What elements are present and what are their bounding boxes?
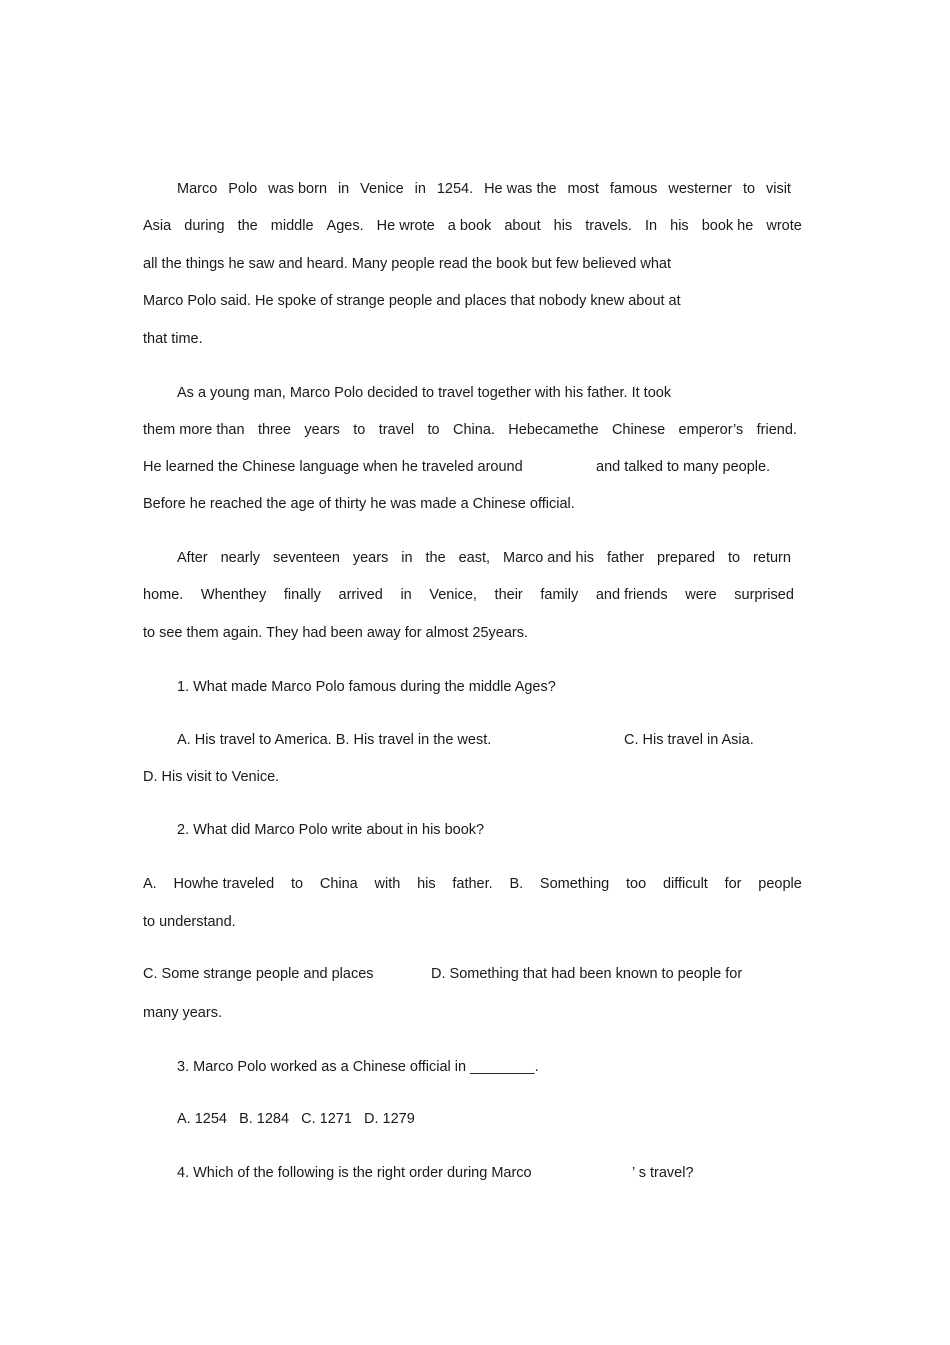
- word: to: [728, 550, 741, 566]
- p1-line3: all the things he saw and heard. Many people read the book but few believed what: [143, 256, 671, 272]
- word: China.: [453, 422, 495, 438]
- word: Chinese: [611, 422, 666, 438]
- word: return: [753, 550, 791, 566]
- word: people: [758, 876, 802, 892]
- word: his: [670, 218, 689, 234]
- word: them more than: [143, 422, 245, 438]
- word: Polo: [228, 181, 258, 197]
- word: Hebecamethe: [508, 422, 599, 438]
- word: his: [553, 218, 573, 234]
- word: his: [417, 876, 436, 892]
- p1-line1: [177, 180, 791, 198]
- word: emperor’s: [678, 422, 744, 438]
- word: east,: [458, 550, 491, 566]
- word: to: [353, 422, 366, 438]
- word: years: [352, 550, 389, 566]
- word: father.: [452, 876, 493, 892]
- q1-option-c: C. His travel in Asia.: [624, 732, 754, 748]
- word: westerner: [668, 181, 733, 197]
- word: family: [540, 587, 579, 603]
- word: years: [304, 422, 340, 438]
- word: and friends: [595, 587, 668, 603]
- q3-stem: 3. Marco Polo worked as a Chinese official in ________.: [177, 1059, 539, 1075]
- word: were: [685, 587, 717, 603]
- word: a book: [447, 218, 492, 234]
- word: Venice,: [429, 587, 477, 603]
- word: in: [337, 181, 350, 197]
- word: in: [401, 550, 413, 566]
- q4-stem-b: ’ s travel?: [632, 1165, 694, 1181]
- word: 1254.: [436, 181, 474, 197]
- p1-line4: Marco Polo said. He spoke of strange people and places that nobody knew about at: [143, 293, 681, 309]
- word: Venice: [360, 181, 404, 197]
- p3-line2: [143, 586, 794, 604]
- word: in: [400, 587, 412, 603]
- p3-line1: [177, 549, 791, 567]
- word: finally: [283, 587, 321, 603]
- p1-line5: that time.: [143, 331, 203, 347]
- word: their: [494, 587, 523, 603]
- word: visit: [765, 181, 791, 197]
- q1-options-ab: A. His travel to America. B. His travel in the west.: [177, 732, 492, 748]
- word: too: [626, 876, 647, 892]
- q3-options: A. 1254 B. 1284 C. 1271 D. 1279: [177, 1111, 415, 1127]
- word: home.: [143, 587, 184, 603]
- word: most: [567, 181, 599, 197]
- word: B.: [509, 876, 524, 892]
- q1-stem: 1. What made Marco Polo famous during the middle Ages?: [177, 679, 556, 695]
- word: surprised: [734, 587, 794, 603]
- word: for: [724, 876, 742, 892]
- word: nearly: [220, 550, 261, 566]
- word: In: [645, 218, 658, 234]
- word: in: [414, 181, 426, 197]
- p2-line1: As a young man, Marco Polo decided to travel together with his father. It took: [177, 385, 672, 401]
- word: three: [257, 422, 291, 438]
- word: arrived: [338, 587, 383, 603]
- word: difficult: [662, 876, 708, 892]
- word: the: [237, 218, 258, 234]
- word: travels.: [585, 218, 632, 234]
- word: the: [425, 550, 446, 566]
- word: Asia: [143, 218, 172, 234]
- p2-line4: Before he reached the age of thirty he was made a Chinese official.: [143, 496, 575, 512]
- q1-option-d: D. His visit to Venice.: [143, 769, 280, 785]
- q2-options-ab: [143, 875, 802, 893]
- p2-line3b: and talked to many people.: [596, 459, 771, 475]
- p3-line3: to see them again. They had been away for almost 25years.: [143, 625, 529, 641]
- q2-option-c: C. Some strange people and places: [143, 966, 374, 982]
- word: seventeen: [273, 550, 340, 566]
- p1-line2: [143, 217, 802, 235]
- word: about: [504, 218, 541, 234]
- word: China: [319, 876, 358, 892]
- p2-line2: [143, 421, 797, 439]
- word: Howhe traveled: [173, 876, 275, 892]
- q2-option-d: D. Something that had been known to people for: [431, 966, 743, 982]
- word: to: [742, 181, 756, 197]
- word: middle: [270, 218, 314, 234]
- word: Ages.: [326, 218, 364, 234]
- word: After: [177, 550, 208, 566]
- q2-options-ab-cont: to understand.: [143, 914, 236, 930]
- p2-line3a: He learned the Chinese language when he traveled around: [143, 459, 523, 475]
- word: to: [427, 422, 440, 438]
- q2-option-d-cont: many years.: [143, 1005, 222, 1021]
- word: Marco: [177, 181, 218, 197]
- word: during: [184, 218, 225, 234]
- word: book he: [701, 218, 754, 234]
- word: He wrote: [376, 218, 435, 234]
- word: wrote: [766, 218, 802, 234]
- word: with: [374, 876, 401, 892]
- word: A.: [143, 876, 157, 892]
- q2-stem: 2. What did Marco Polo write about in his book?: [177, 822, 485, 838]
- word: to: [290, 876, 304, 892]
- word: friend.: [756, 422, 797, 438]
- word: was born: [268, 181, 328, 197]
- word: Something: [539, 876, 610, 892]
- word: Marco and his: [502, 550, 595, 566]
- word: Whenthey: [200, 587, 267, 603]
- q4-stem-a: 4. Which of the following is the right order during Marco: [177, 1165, 532, 1181]
- word: He was the: [484, 181, 557, 197]
- word: prepared: [657, 550, 716, 566]
- word: travel: [378, 422, 415, 438]
- word: famous: [609, 181, 658, 197]
- word: father: [607, 550, 645, 566]
